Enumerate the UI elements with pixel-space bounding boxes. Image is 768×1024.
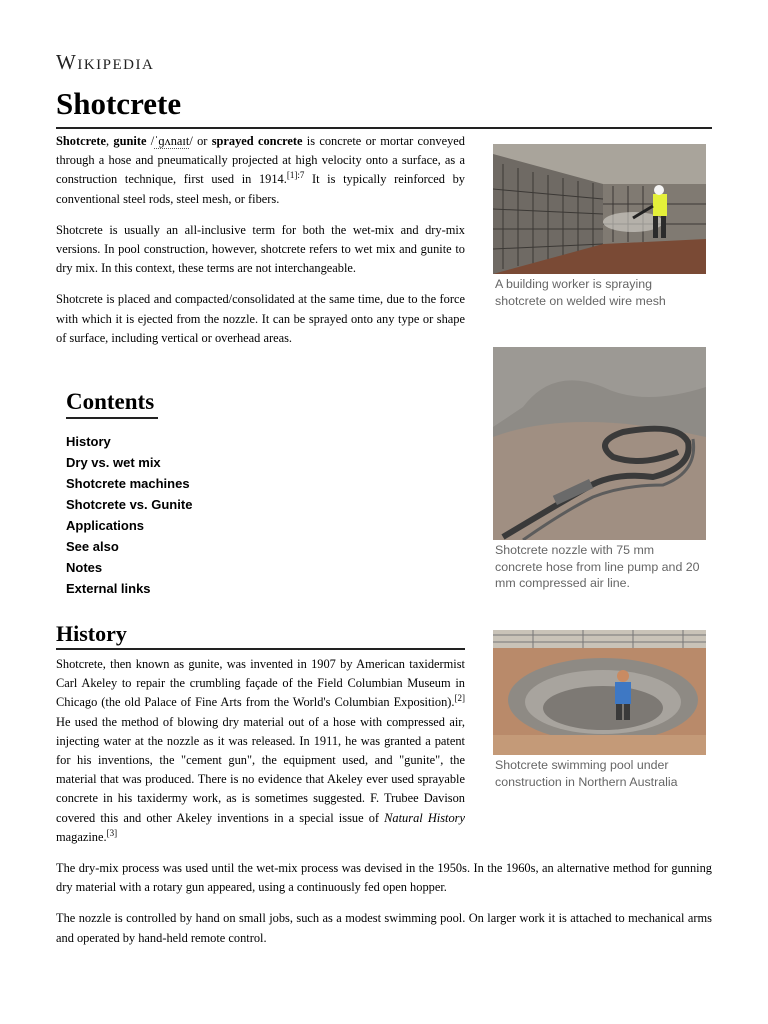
history-full-width [56, 859, 712, 948]
figure-worker-spraying [493, 144, 706, 309]
citation-link[interactable]: [3] [106, 827, 118, 838]
ipa-pronunciation[interactable]: ˈɡʌnaɪt [154, 134, 190, 148]
toc-item-shotcrete-vs-gunite[interactable]: Shotcrete vs. Gunite [66, 497, 193, 512]
table-of-contents [66, 388, 266, 599]
figure-swimming-pool [493, 630, 706, 790]
history-heading: History [56, 620, 465, 650]
citation-link[interactable]: [2] [454, 693, 465, 704]
toc-item-history[interactable]: History [66, 434, 111, 449]
toc-item-dry-vs-wet-mix[interactable]: Dry vs. wet mix [66, 455, 161, 470]
history-section [56, 655, 465, 847]
toc-item-see-also[interactable]: See also [66, 539, 119, 554]
history-paragraph-3: The nozzle is controlled by hand on small jobs, such as a modest swimming pool. On larger work it is attached to mechanical arms and operated by hand-held remote control. [56, 911, 712, 945]
intro-paragraph: Shotcrete, gunite /ˈɡʌnaɪt/ or sprayed concrete is concrete or mortar conveyed through a hose and pneumatically projected at high velocity onto a surface, as a construction technique, first used in 1914.$^{[1]:7}$ It is typically reinforced by conventional steel rods, steel mesh, or fibers. [56, 134, 465, 206]
figure-caption: Shotcrete nozzle with 75 mm concrete hose from line pump and 20 mm compressed air line. [495, 543, 700, 590]
history-paragraph-1: Shotcrete, then known as gunite, was invented in 1907 by American taxidermist Carl Akeley to repair the crumbling façade of the Field Columbian Museum in Chicago (the old Palace of Fine Arts from the World's Columbian Exposition).[2] He used the method of blowing dry material out of a hose with compressed air, injecting water at the nozzle as it was released. In 1911, he was granted a patent for his inventions, the "cement gun", the equipment used, and "gunite", the material that was produced. There is no evidence that Akeley ever used sprayable concrete in his taxidermy work, as is sometimes suggested. F. Trubee Davison covered this and other Akeley inventions in a special issue of Natural History magazine.[3] [56, 657, 466, 844]
history-paragraph-2: The dry-mix process was used until the wet-mix process was devised in the 1950s. In the 1960s, an alternative method for gunning dry material with a rotary gun appeared, using a continuously fed open hopper. [56, 861, 712, 895]
wikipedia-logo[interactable]: Wikipedia [56, 50, 155, 74]
figure-caption: A building worker is spraying shotcrete on welded wire mesh [495, 277, 666, 308]
figure-nozzle-hose [493, 347, 706, 592]
intro-section [56, 132, 465, 348]
page-title: Shotcrete [56, 84, 712, 129]
swimming-pool-image[interactable] [493, 630, 706, 755]
toc-item-applications[interactable]: Applications [66, 518, 145, 533]
toc-item-shotcrete-machines[interactable]: Shotcrete machines [66, 476, 190, 491]
paragraph-3: Shotcrete is placed and compacted/consolidated at the same time, due to the force with which it is ejected from the nozzle. It can be sprayed onto any type or shape of surface, including vertical or overhead areas. [56, 292, 465, 345]
toc-item-external-links[interactable]: External links [66, 581, 151, 596]
nozzle-hose-image[interactable] [493, 347, 706, 540]
figure-caption: Shotcrete swimming pool under construction in Northern Australia [495, 758, 678, 789]
toc-item-notes[interactable]: Notes [66, 560, 103, 575]
paragraph-2: Shotcrete is usually an all-inclusive term for both the wet-mix and dry-mix versions. In pool construction, however, shotcrete refers to wet mix and gunite to dry mix. In this context, these terms are not interchangeable. [56, 222, 465, 276]
worker-spraying-image[interactable] [493, 144, 706, 274]
toc-heading: Contents [66, 388, 158, 419]
citation-link[interactable]: [1]:7 [286, 170, 305, 181]
